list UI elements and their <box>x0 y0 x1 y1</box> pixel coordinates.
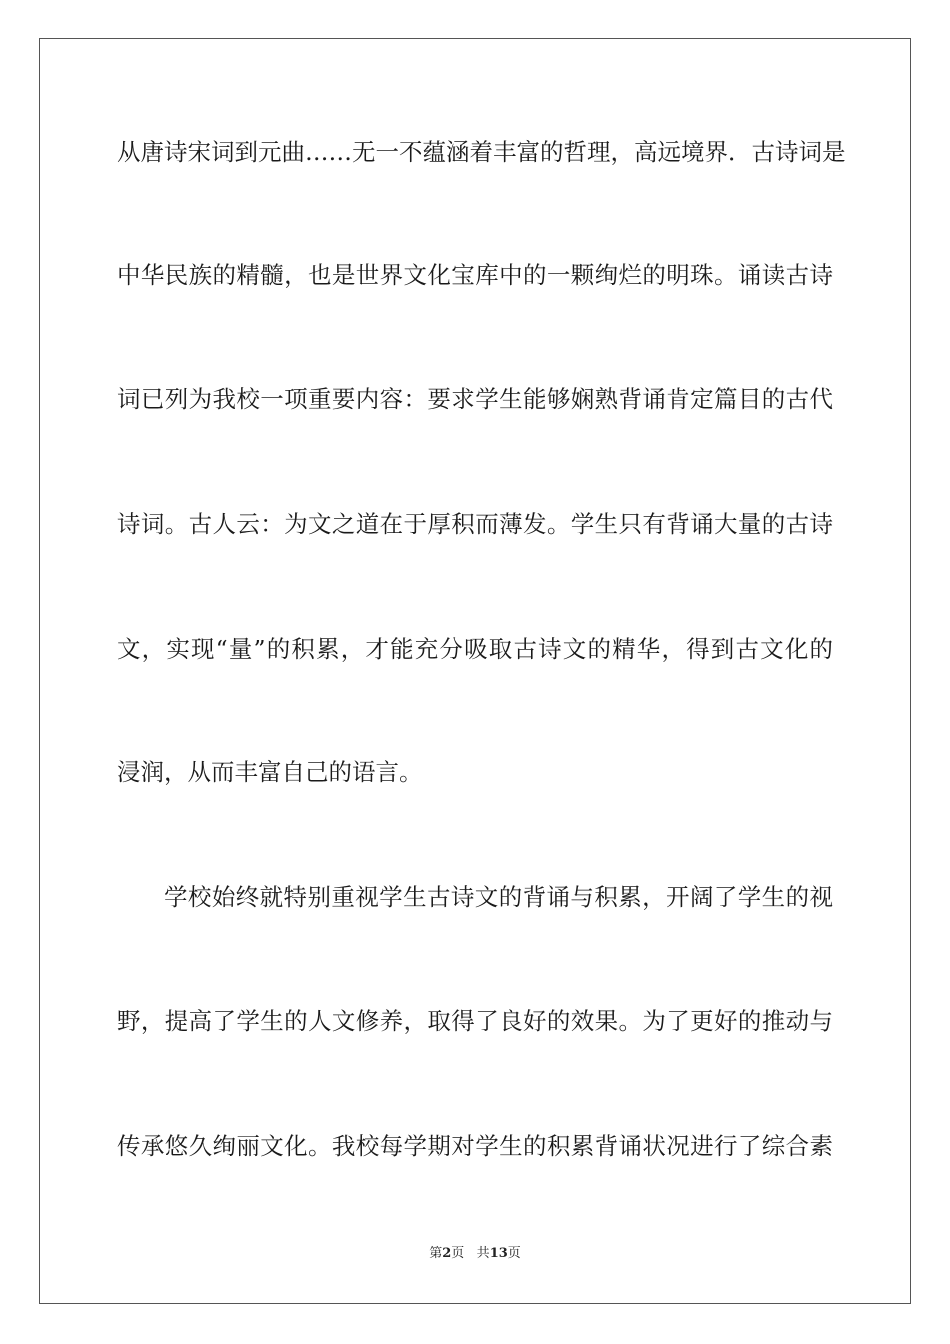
text-line-9: 传承悠久绚丽文化。我校每学期对学生的积累背诵状况进行了综合素 <box>117 1132 833 1160</box>
page-footer <box>0 1245 950 1263</box>
footer-page-number: 2 <box>442 1246 452 1261</box>
text-line-5: 文，实现“量”的积累，才能充分吸取古诗文的精华，得到古文化的 <box>117 635 833 663</box>
text-line-8: 野，提高了学生的人文修养，取得了良好的效果。为了更好的推动与 <box>117 1007 833 1035</box>
text-line-1: 从唐诗宋词到元曲……无一不蕴涵着丰富的哲理，高远境界．古诗词是 <box>117 138 846 166</box>
footer-page-prefix: 第 <box>429 1246 443 1261</box>
text-line-3: 词已列为我校一项重要内容：要求学生能够娴熟背诵肯定篇目的古代 <box>117 385 833 413</box>
page-border <box>39 38 911 1304</box>
text-line-2: 中华民族的精髓，也是世界文化宝库中的一颗绚烂的明珠。诵读古诗 <box>117 261 833 289</box>
footer-page-suffix: 页 <box>451 1246 465 1261</box>
footer-total-prefix: 共 <box>476 1246 490 1261</box>
text-line-6: 浸润，从而丰富自己的语言。 <box>117 758 423 786</box>
footer-total-pages: 13 <box>489 1246 508 1261</box>
text-line-7: 学校始终就特别重视学生古诗文的背诵与积累，开阔了学生的视 <box>164 883 833 911</box>
footer-total-suffix: 页 <box>507 1246 521 1261</box>
text-line-4: 诗词。古人云：为文之道在于厚积而薄发。学生只有背诵大量的古诗 <box>117 510 833 538</box>
